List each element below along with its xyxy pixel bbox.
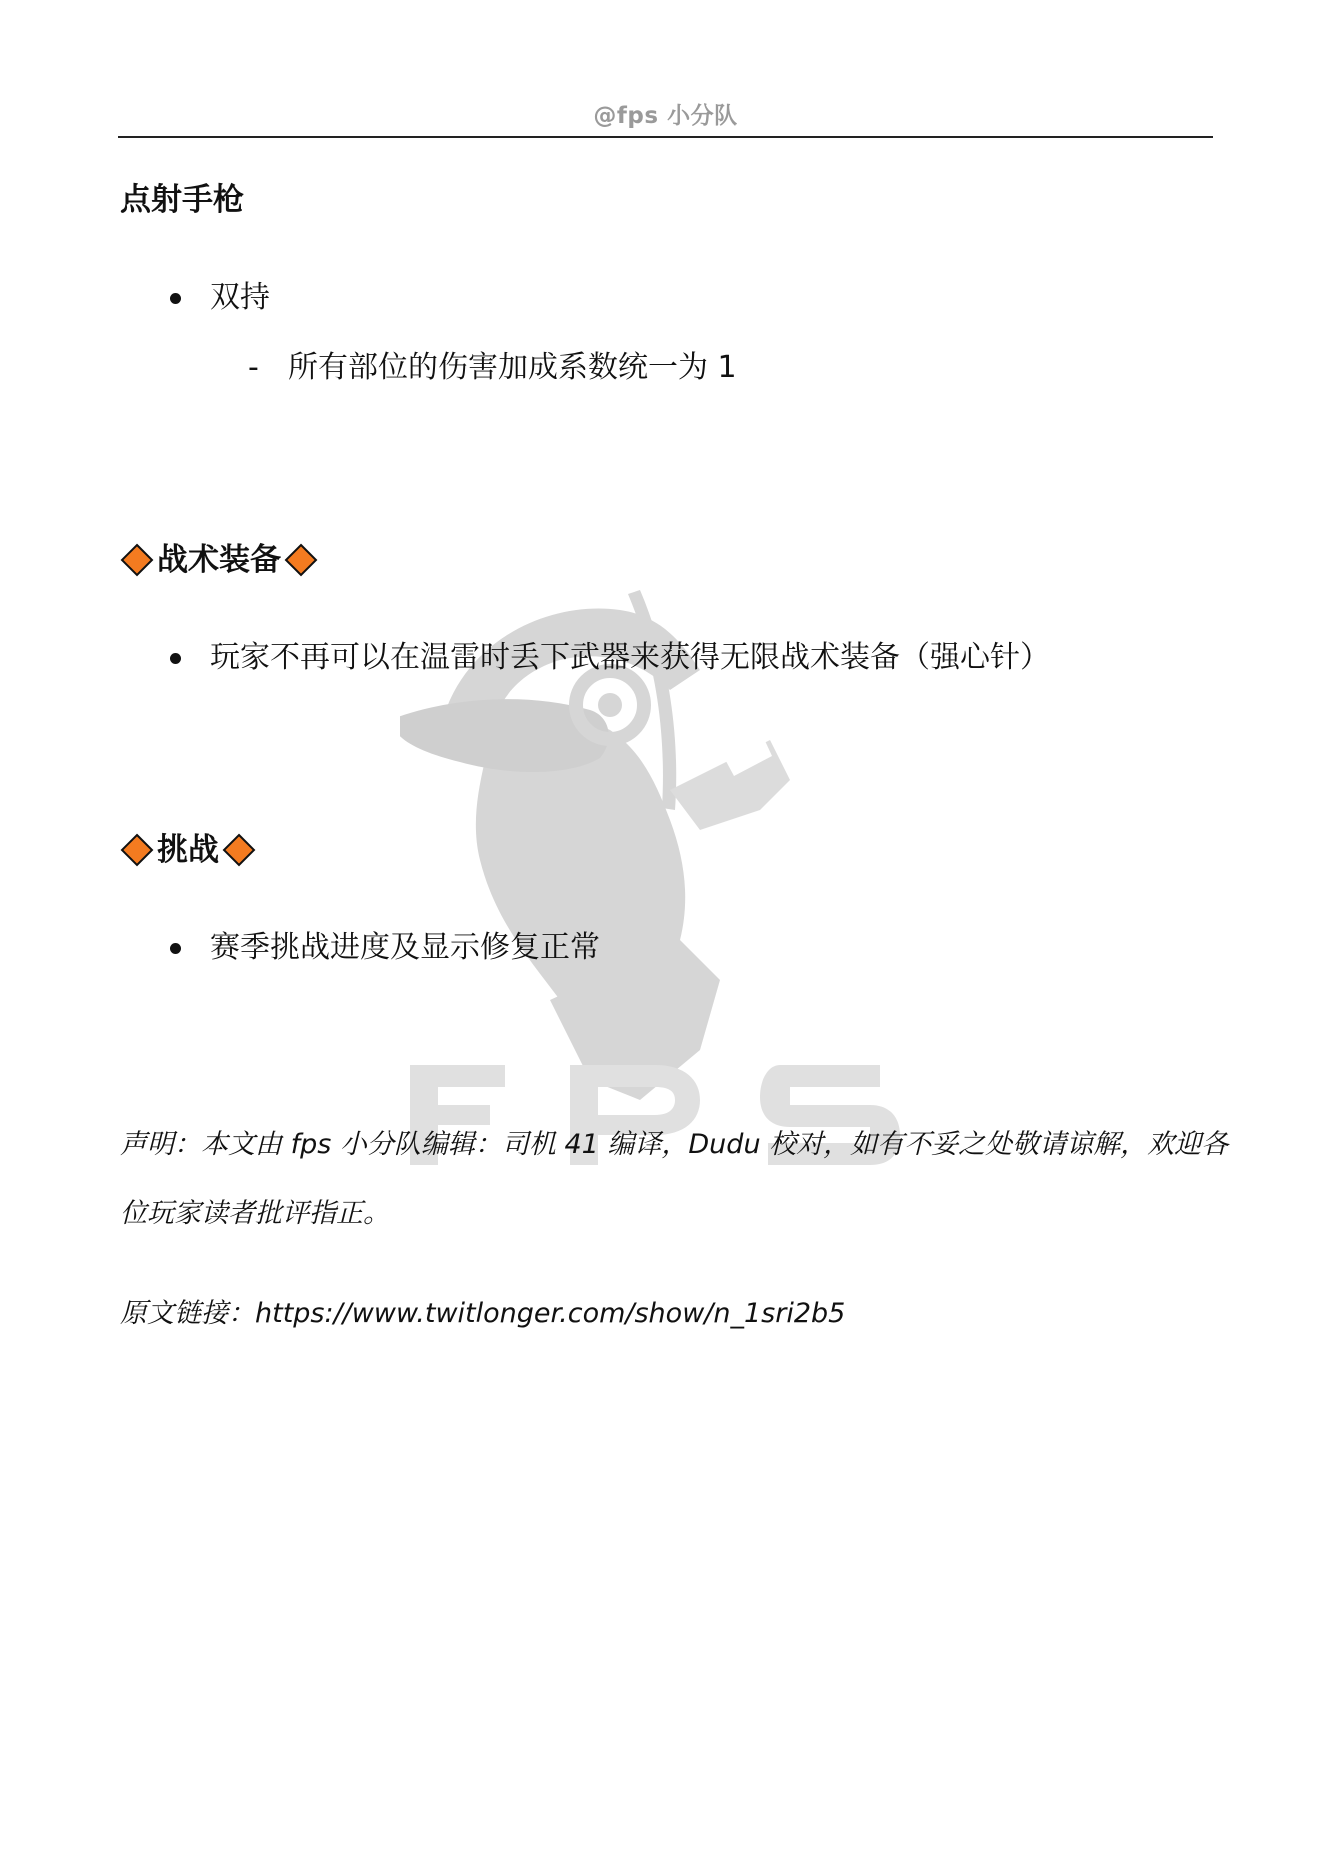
statement-line-2: 位玩家读者批评指正。 [120,1198,390,1229]
sub-list-item-text: 所有部位的伤害加成系数统一为 1 [288,350,737,385]
list-item-text: 双持 [210,280,270,315]
section-heading-tactical [120,543,318,577]
statement-line-1: 声明：本文由 fps 小分队编辑：司机 41 编译，Dudu 校对，如有不妥之处敬请谅解，欢迎各 [120,1129,1229,1160]
source-link[interactable]: 原文链接：https://www.twitlonger.com/show/n_1sri2b5 [120,1298,846,1329]
section-title: 挑战 [157,831,219,868]
list-item-text: 玩家不再可以在温雷时丢下武器来获得无限战术装备（强心针） [210,640,1050,675]
bullet-dot-icon [170,653,181,664]
list-item [170,280,270,315]
bullet-dot-icon [170,293,181,304]
orange-diamond-icon [120,833,154,867]
section-title: 战术装备 [157,541,281,578]
dash-marker: - [248,350,259,385]
sub-list-item [248,350,737,385]
section-heading-challenge [120,833,256,867]
bullet-dot-icon [170,943,181,954]
orange-diamond-icon [222,833,256,867]
section-heading-weapon [120,182,247,218]
section-title: 点射手枪 [120,182,244,218]
list-item [170,640,1050,675]
page-header: @fps 小分队 [593,103,738,129]
list-item-text: 赛季挑战进度及显示修复正常 [210,930,600,965]
list-item [170,930,600,965]
orange-diamond-icon [284,543,318,577]
orange-diamond-icon [120,543,154,577]
